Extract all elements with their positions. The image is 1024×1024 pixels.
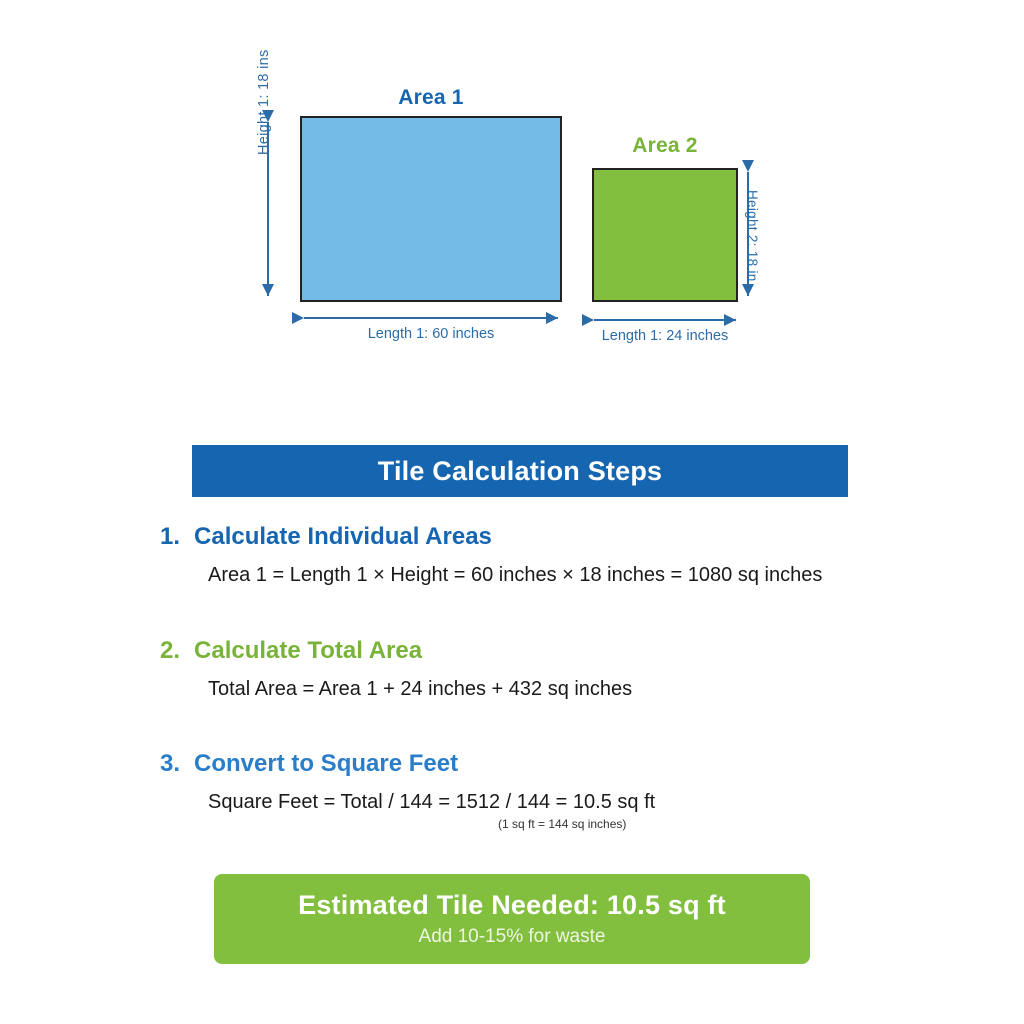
step-detail: Area 1 = Length 1 × Height = 60 inches × 18 inches = 1080 sq inches [208,564,823,586]
area-2-rectangle [592,168,738,302]
step-title-row [160,637,1010,665]
step-note: (1 sq ft = 144 sq inches) [498,817,627,831]
step-number: 2. [160,637,181,664]
result-main-text: Estimated Tile Needed: 10.5 sq ft [298,890,726,920]
step-title-row [160,750,1010,778]
area-2-label: Area 2 [632,134,698,157]
result-banner [214,874,810,964]
step-detail: Square Feet = Total / 144 = 1512 / 144 = 10.5 sq ft [208,791,656,813]
area-1-length-dimension: Length 1: 60 inches [367,326,495,342]
step-number: 3. [160,750,181,777]
step-heading: Calculate Total Area [194,637,423,664]
step-number: 1. [160,523,181,550]
area-2-height-dimension: Height 2: 18 in [745,190,760,282]
step-heading: Calculate Individual Areas [194,523,492,550]
area-2-length-dimension: Length 1: 24 inches [601,328,729,344]
area-1-rectangle [300,116,562,302]
step-title-row [160,523,1010,551]
calculation-step [160,637,1010,701]
step-detail: Total Area = Area 1 + 24 inches + 432 sq inches [208,678,633,700]
area-1-height-dimension: Height 1: 18 ins [256,49,272,155]
step-heading: Convert to Square Feet [194,750,459,777]
result-sub-text: Add 10-15% for waste [418,926,606,947]
steps-header: Tile Calculation Steps [192,445,848,497]
area-1-label: Area 1 [398,86,464,109]
area-diagram [0,0,1024,400]
calculation-step [160,523,1010,587]
calculation-step [160,750,1010,831]
